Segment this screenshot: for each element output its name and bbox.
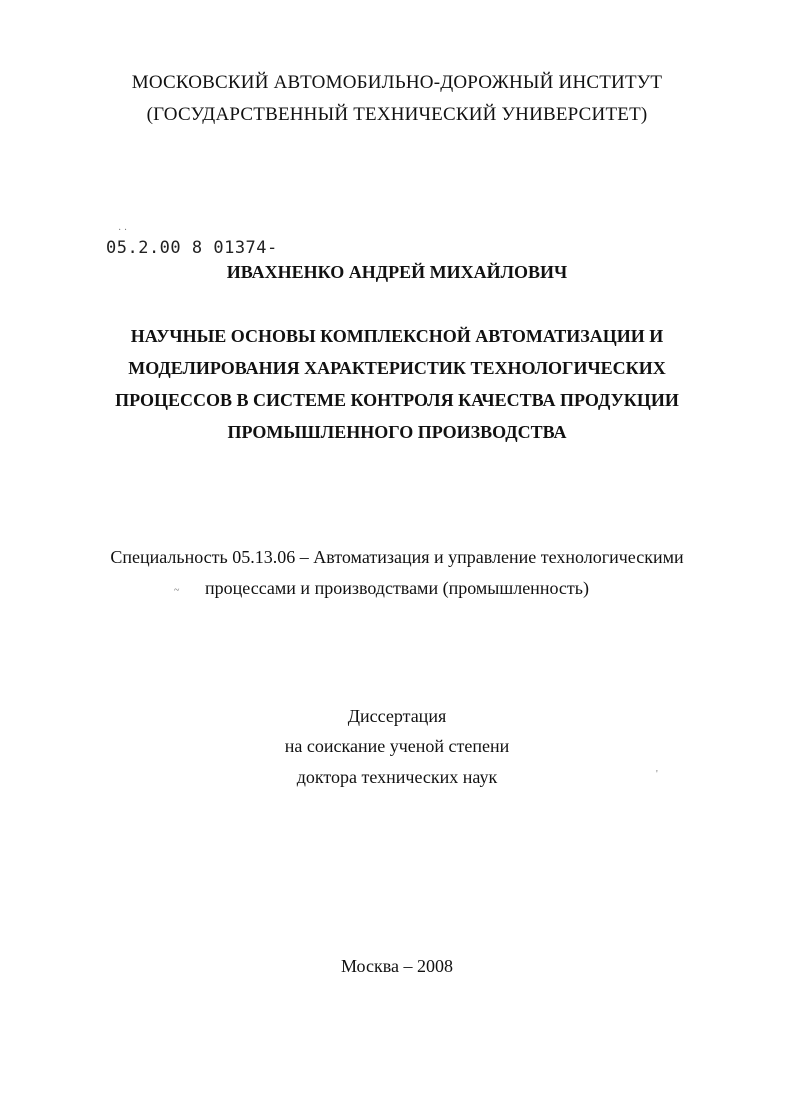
author-name: ИВАХНЕНКО АНДРЕЙ МИХАЙЛОВИЧ: [226, 262, 568, 282]
degree-line-3: доктора технических наук: [296, 767, 498, 787]
city-year: Москва – 2008: [341, 956, 453, 976]
specialty-line-1: Специальность 05.13.06 – Автоматизация и управление технологическими: [110, 547, 684, 567]
library-stamp-code: 05.2.00 8 01374-: [106, 238, 278, 258]
specialty-line-2: процессами и производствами (промышленность): [205, 578, 589, 598]
degree-line-1: Диссертация: [347, 706, 447, 726]
dissertation-title-line-2: МОДЕЛИРОВАНИЯ ХАРАКТЕРИСТИК ТЕХНОЛОГИЧЕСКИХ: [128, 358, 666, 378]
dissertation-title-line-3: ПРОЦЕССОВ В СИСТЕМЕ КОНТРОЛЯ КАЧЕСТВА ПРОДУКЦИИ: [115, 390, 679, 410]
institution-name-line-2: (ГОСУДАРСТВЕННЫЙ ТЕХНИЧЕСКИЙ УНИВЕРСИТЕТ): [146, 104, 648, 125]
institution-name-line-1: МОСКОВСКИЙ АВТОМОБИЛЬНО-ДОРОЖНЫЙ ИНСТИТУТ: [131, 72, 663, 93]
scan-speck: ~: [174, 585, 180, 596]
degree-line-2: на соискание ученой степени: [284, 736, 510, 756]
scan-speck: · ·: [118, 225, 128, 236]
scan-speck: ': [656, 769, 658, 780]
dissertation-title-line-1: НАУЧНЫЕ ОСНОВЫ КОМПЛЕКСНОЙ АВТОМАТИЗАЦИИ И: [130, 326, 664, 346]
dissertation-title-line-4: ПРОМЫШЛЕННОГО ПРОИЗВОДСТВА: [227, 422, 567, 442]
